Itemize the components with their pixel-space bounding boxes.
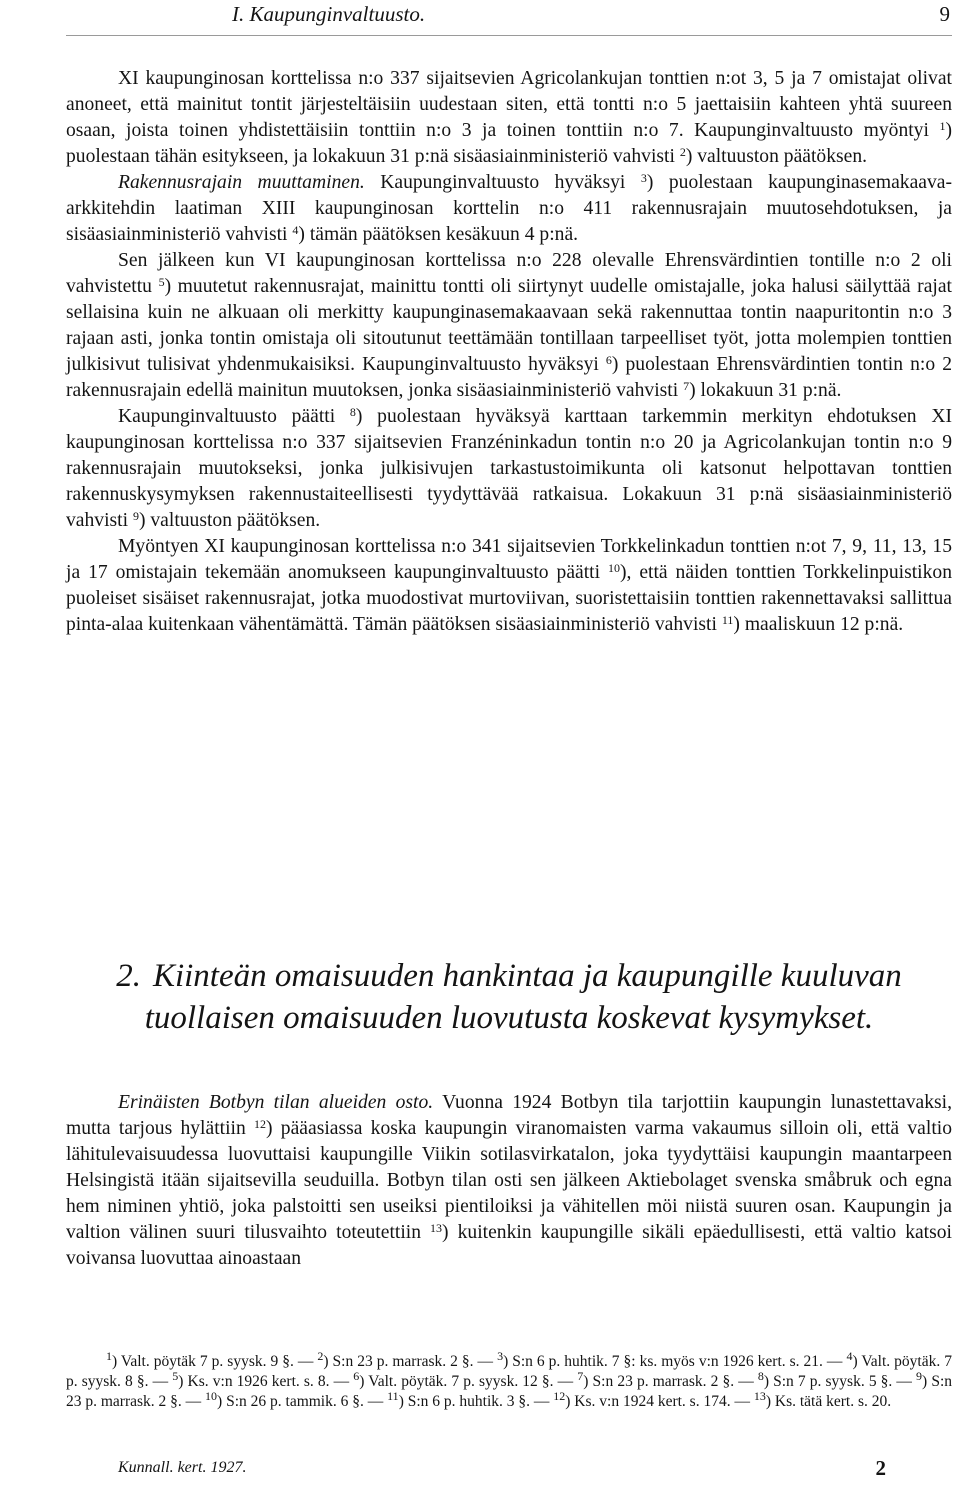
text-run: ) puolestaan kaupunginasemakaava-arkkitehdin laatiman XIII kaupunginosan korttelin n:o 411 rakennusrajain muutosehdotuksen, ja sisäasiainministeriö vahvisti xyxy=(66,172,953,245)
footnote-ref: 2 xyxy=(679,145,686,159)
text-run: XI kaupunginosan korttelissa n:o 337 sijaitsevien Agricolankujan tonttien n:ot 3, 5 ja 7 omistajat olivat anoneet, että mainitut tontit järjesteltäisiin uudestaan siten, että tontti n:o 5 jaettaisiin kahteen yhtä suureen osaan, joista toinen yhdistettäisiin tonttiin n:o 3 ja toinen tonttiin n:o 7. Kaupunginvaltuusto myöntyi xyxy=(66,68,952,141)
footnote-marker: 9 xyxy=(916,1369,923,1383)
footnote-ref: 4 xyxy=(292,223,299,237)
footnote-ref: 8 xyxy=(349,405,356,419)
footnote: ) S:n 23 p. marrask. 2 §. — xyxy=(583,1373,758,1390)
footnote-ref: 13 xyxy=(430,1221,443,1235)
body-text xyxy=(66,66,952,638)
footnote: ) Valt. pöytäk. 7 p. syysk. 12 §. — xyxy=(359,1373,578,1390)
footer-signature-number: 2 xyxy=(875,1456,886,1480)
running-head xyxy=(66,2,952,32)
text-run: Myöntyen XI kaupunginosan korttelissa n:o 341 sijaitsevien Torkkelinkadun tonttien n:ot 7, 9, 11, 13, 15 ja 17 omistajain tekemään anomukseen kaupunginvaltuusto päätti xyxy=(66,536,952,583)
text-run: ) kuitenkin kaupungille sikäli epäedullisesti, että valtio katsoi voivansa luovuttaa ainoastaan xyxy=(66,1222,952,1269)
text-run: Vuonna 1924 Botbyn tila tarjottiin kaupungin lunastettavaksi, mutta tarjous hylättiin xyxy=(66,1092,953,1139)
footnote-marker: 13 xyxy=(753,1389,766,1403)
footnote-marker: 10 xyxy=(205,1389,218,1403)
text-run: ) pääasiassa koska kaupungin viranomaisten varma vakaumus silloin oli, että valtio lähitulevaisuudessa luovuttaisi kaupungille Viikin sotilasvirkatalon, joka tyydyttäisi kaupungin maantarpeen Helsingistä itään sijaitsevilla seuduilla. Botbyn tilan osti sen jälkeen Aktiebolaget svenska småbruk och egna hem niminen yhtiö, joka palstoitti sen useiksi pientiloiksi ja vähitellen möi niistä suuren osan. Kaupungin ja valtion välinen suuri tilusvaihto toteutettiin xyxy=(66,1118,953,1243)
paragraph-3 xyxy=(66,248,952,404)
running-head-title: I. Kaupunginvaltuusto. xyxy=(232,2,426,26)
text-run: Kaupunginvaltuusto hyväksyi xyxy=(364,172,641,193)
paragraph-4 xyxy=(66,404,952,534)
text-run: ) puolestaan hyväksyä karttaan tarkemmin merkityn ehdotuksen XI kaupunginosan korttelissa n:o 337 sijaitsevien Franzéninkadun tontin n:o 20 ja Agricolankujan tontin n:o 9 rakennusrajain muutokseksi, jonka julkisivujen tarkastustoimikunta oli katsonut helpottavan tonttien rakennuskysymyksen rakennustaiteellisesti tyydyttävää ratkaisua. Lokakuun 31 p:nä sisäasiainministeriö vahvisti xyxy=(66,406,952,531)
footnote: ) S:n 6 p. huhtik. 7 §: ks. myös v:n 1926 kert. s. 21. — xyxy=(503,1353,847,1370)
paragraph-2 xyxy=(66,170,952,248)
section-title: Kiinteän omaisuuden hankintaa ja kaupungille kuuluvan tuollaisen omaisuuden luovutusta koskevat kysymykset. xyxy=(144,958,902,1036)
footnote: ) Ks. v:n 1924 kert. s. 174. — xyxy=(565,1393,754,1410)
footnote-marker: 6 xyxy=(353,1369,360,1383)
text-run: ) muutetut rakennusrajat, mainittu tontti oli siirtynyt uudelle omistajalle, joka halusi säilyttää rajat sellaisina kuin ne alkuaan oli merkitty kaupunginasemakaavaan sekä rakennuttaa tontin naapuritontin n:o 3 rajaan asti, jonka tontin omistaja oli sitoutunut teettämään tontillaan tarpeelliset työt, jotta molempien tonttien julkisivut tulisivat yhdenmukaisiksi. Kaupunginvaltuusto hyväksyi xyxy=(66,276,952,375)
text-run: ) valtuuston päätöksen. xyxy=(685,146,868,167)
paragraph-heading: Erinäisten Botbyn tilan alueiden osto. xyxy=(118,1092,434,1113)
paragraph-heading: Rakennusrajain muuttaminen. xyxy=(118,172,365,193)
footnote-marker: 3 xyxy=(497,1349,504,1363)
footnote: ) Valt. pöytäk. 7 p. syysk. 8 §. — xyxy=(66,1353,952,1390)
footnote-marker: 7 xyxy=(577,1369,584,1383)
paragraph-5 xyxy=(66,534,952,638)
header-rule xyxy=(66,35,952,36)
text-run: ) lokakuun 31 p:nä. xyxy=(689,380,842,401)
footnote-ref: 12 xyxy=(254,1117,267,1131)
footnote-marker: 5 xyxy=(172,1369,179,1383)
footnote-ref: 7 xyxy=(683,379,690,393)
footnote-marker: 12 xyxy=(553,1389,566,1403)
footnotes xyxy=(66,1349,953,1412)
section-number: 2. xyxy=(116,958,141,994)
footnote: ) Ks. tätä kert. s. 20. xyxy=(765,1393,892,1410)
footnote-marker: 4 xyxy=(846,1349,853,1363)
footnote: ) S:n 23 p. marrask. 2 §. — xyxy=(323,1353,498,1370)
text-run: ) maaliskuun 12 p:nä. xyxy=(733,614,904,635)
footnote: ) S:n 23 p. marrask. 2 §. — xyxy=(66,1373,953,1410)
footnote-ref: 9 xyxy=(132,509,139,523)
footnote-ref: 10 xyxy=(607,561,620,575)
footnote-ref: 11 xyxy=(721,613,734,627)
footnote-marker: 11 xyxy=(387,1389,399,1403)
footnote: ) S:n 6 p. huhtik. 3 §. — xyxy=(398,1393,554,1410)
section-heading xyxy=(66,955,952,1039)
text-run: Sen jälkeen kun VI kaupunginosan korttelissa n:o 228 olevalle Ehrensvärdintien tontille n:o 2 oli vahvistettu xyxy=(66,250,952,297)
text-run: ) tämän päätöksen kesäkuun 4 p:nä. xyxy=(298,224,579,245)
text-run: ) puolestaan tähän esitykseen, ja lokakuun 31 p:nä sisäasiainministeriö vahvisti xyxy=(66,120,952,167)
footnote-ref: 3 xyxy=(640,171,647,185)
footnote-marker: 2 xyxy=(317,1349,324,1363)
paragraph-1 xyxy=(66,66,952,170)
footnote-marker: 1 xyxy=(106,1349,112,1363)
section-body xyxy=(66,1090,952,1272)
footer-publication: Kunnall. kert. 1927. xyxy=(118,1459,247,1476)
text-run: ), että näiden tonttien Torkkelinpuistikon puoleiset sisäiset rakennusrajat, jotka muodostivat murtoviivan, suoristettaisiin tonttien rakennettavaksi sallittua pinta-alaa kuitenkaan vähentämättä. Tämän päätöksen sisäasiainministeriö vahvisti xyxy=(66,562,952,635)
footnote-marker: 8 xyxy=(757,1369,764,1383)
text-run: Kaupunginvaltuusto päätti xyxy=(118,406,350,427)
text-run: ) valtuuston päätöksen. xyxy=(138,510,321,531)
footnote: ) S:n 7 p. syysk. 5 §. — xyxy=(763,1373,917,1390)
footnote-block xyxy=(66,1349,953,1412)
footnote: ) S:n 26 p. tammik. 6 §. — xyxy=(217,1393,388,1410)
footnote: ) Valt. pöytäk 7 p. syysk. 9 §. — xyxy=(112,1353,318,1370)
paragraph-6 xyxy=(66,1090,952,1272)
footnote-ref: 6 xyxy=(605,353,612,367)
footnote-ref: 1 xyxy=(939,119,946,133)
footnote: ) Ks. v:n 1926 kert. s. 8. — xyxy=(178,1373,354,1390)
page-number: 9 xyxy=(939,2,950,26)
text-run: ) puolestaan Ehrensvärdintien tontin n:o 2 rakennusrajain edellä mainitun muutoksen, jonka sisäasiainministeriö vahvisti xyxy=(66,354,952,401)
footnote-ref: 5 xyxy=(158,275,165,289)
